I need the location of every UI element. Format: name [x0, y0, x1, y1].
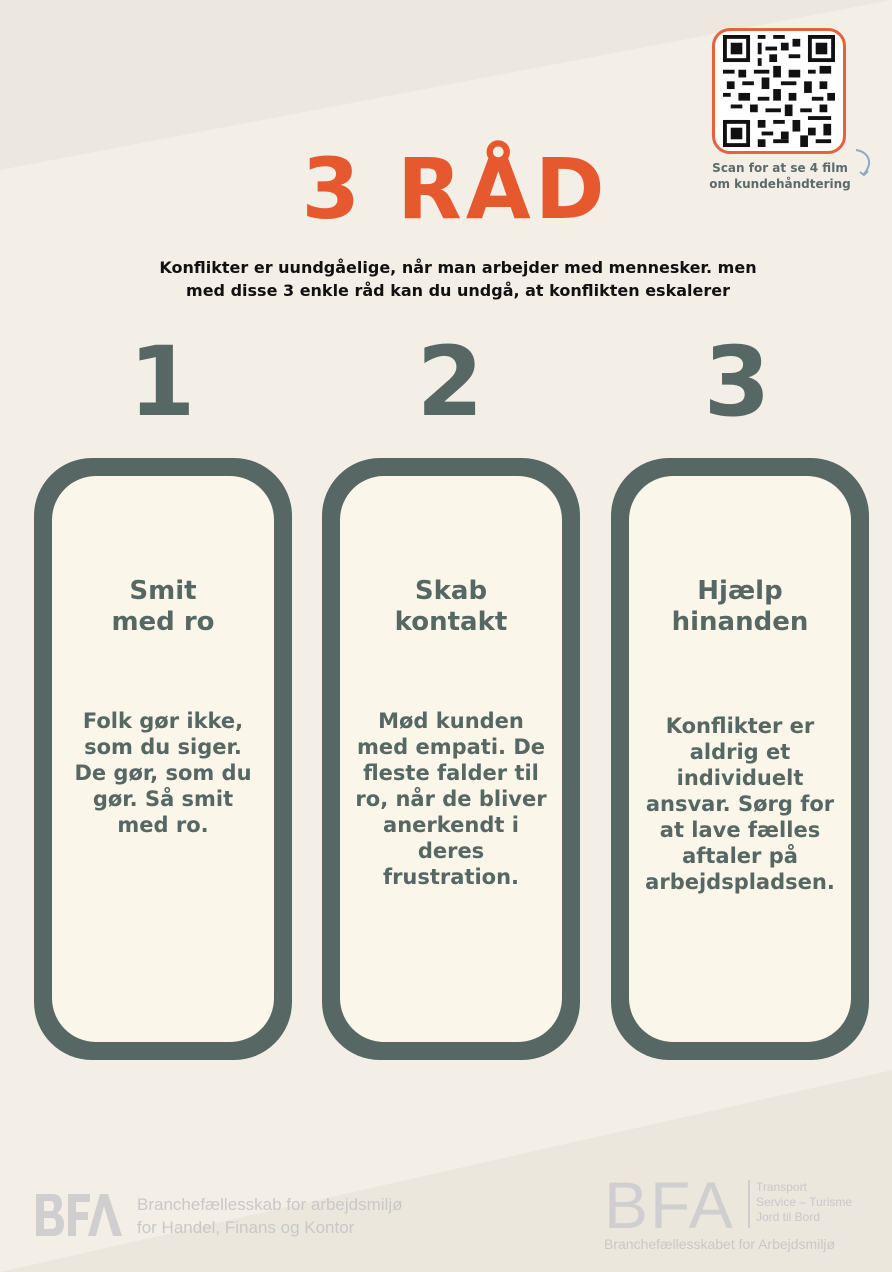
- advice-card-heading: [52, 576, 274, 638]
- advice-card-2: [322, 458, 580, 1060]
- qr-caption-line1: Scan for at se 4 film: [712, 161, 848, 175]
- body-line: fleste falder til: [363, 761, 539, 785]
- advice-card-1: [34, 458, 292, 1060]
- intro-text: [100, 256, 816, 302]
- intro-line2: med disse 3 enkle råd kan du undgå, at konflikten eskalerer: [186, 281, 730, 300]
- footer-right-bottom: Branchefællesskabet for Arbejdsmiljø: [604, 1236, 836, 1252]
- step-number-3: 3: [703, 326, 771, 438]
- body-line: arbejdspladsen.: [645, 870, 835, 894]
- body-line: deres: [417, 839, 485, 863]
- body-line: at lave fælles: [659, 818, 821, 842]
- heading-line: hinanden: [671, 607, 809, 637]
- body-line: med ro.: [117, 813, 209, 837]
- footer-right-line: Service – Turisme: [756, 1195, 853, 1209]
- bfa-logo-right: BFA: [604, 1168, 735, 1242]
- heading-line: Hjælp: [697, 576, 783, 606]
- step-number-1: 1: [128, 326, 196, 438]
- body-line: Folk gør ikke,: [82, 709, 244, 733]
- advice-card-body: [62, 708, 264, 838]
- footer-right-line: Transport: [756, 1180, 807, 1194]
- step-number-2: 2: [416, 326, 484, 438]
- footer-left-line: for Handel, Finans og Kontor: [137, 1218, 355, 1237]
- qr-code[interactable]: [712, 28, 846, 154]
- body-line: Konflikter er: [665, 714, 815, 738]
- body-line: Mød kunden: [378, 709, 524, 733]
- body-line: ro, når de bliver: [355, 787, 547, 811]
- body-line: individuelt: [676, 766, 804, 790]
- advice-card-inner: [52, 476, 274, 1042]
- advice-card-heading: [629, 576, 851, 638]
- qr-caption-line2: om kundehåndtering: [709, 177, 851, 191]
- page-title: 3 RÅD: [301, 140, 609, 238]
- footer-right-line: Jord til Bord: [756, 1210, 821, 1224]
- body-line: anerkendt i: [383, 813, 519, 837]
- body-line: De gør, som du: [74, 761, 252, 785]
- heading-line: kontakt: [394, 607, 508, 637]
- footer-left-line: Branchefællesskab for arbejdsmiljø: [137, 1195, 403, 1214]
- body-line: aftaler på: [682, 844, 798, 868]
- body-line: gør. Så smit: [92, 787, 234, 811]
- bfa-logo-left: [34, 1192, 124, 1238]
- intro-line1: Konflikter er uundgåelige, når man arbejder med mennesker. men: [159, 258, 757, 277]
- qr-code-image: [723, 35, 835, 147]
- body-line: ansvar. Sørg for: [645, 792, 835, 816]
- body-line: som du siger.: [84, 735, 242, 759]
- advice-card-3: [611, 458, 869, 1060]
- body-line: med empati. De: [357, 735, 545, 759]
- heading-line: med ro: [111, 607, 215, 637]
- advice-card-body: [639, 713, 841, 895]
- advice-card-heading: [340, 576, 562, 638]
- body-line: frustration.: [382, 865, 520, 889]
- heading-line: Smit: [129, 576, 197, 606]
- advice-card-body: [350, 708, 552, 890]
- body-line: aldrig et: [689, 740, 791, 764]
- heading-line: Skab: [414, 576, 488, 606]
- logo-divider: [748, 1180, 750, 1228]
- advice-card-inner: [629, 476, 851, 1042]
- footer-left-text: [137, 1193, 457, 1239]
- footer-right-side: [756, 1180, 876, 1225]
- advice-card-inner: [340, 476, 562, 1042]
